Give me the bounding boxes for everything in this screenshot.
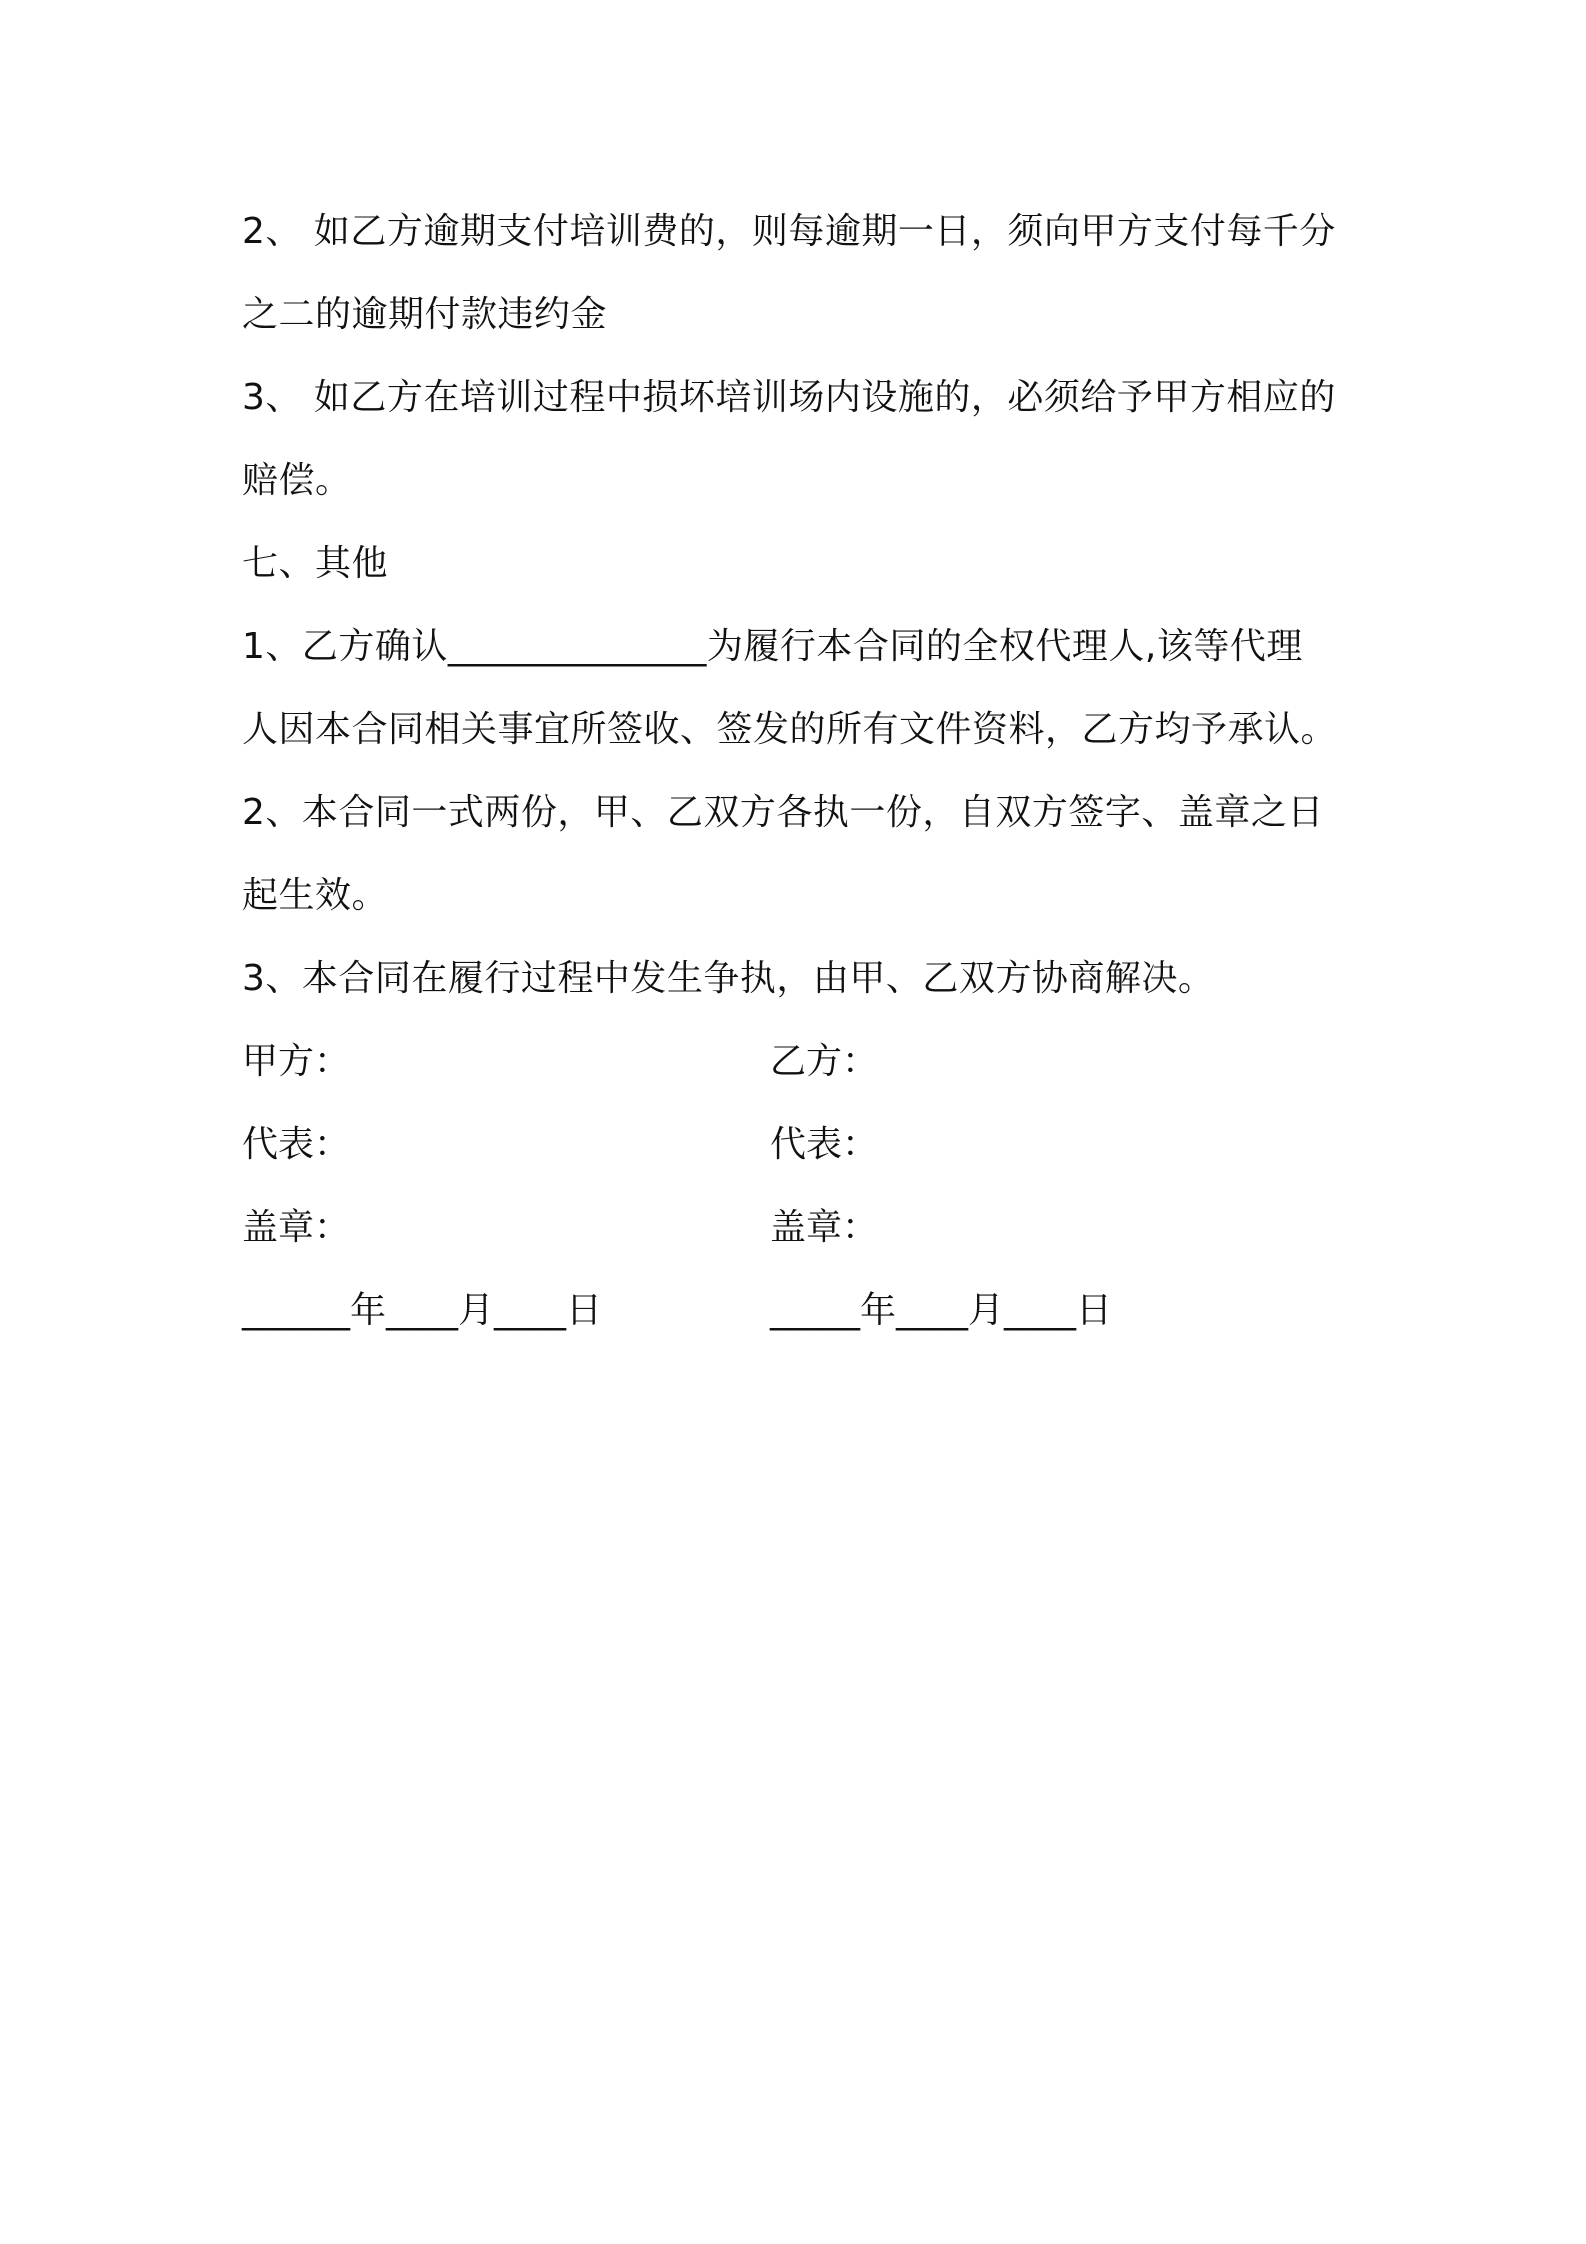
document-body <box>242 190 1362 1352</box>
other-clause-3: 3、本合同在履行过程中发生争执，由甲、乙双方协商解决。 <box>242 958 1215 999</box>
representative-a-label: 代表： <box>242 1124 351 1165</box>
signature-representative-row <box>242 1103 1362 1186</box>
clause-3-line-1: 3、 如乙方在培训过程中损坏培训场内设施的，必须给予甲方相应的 <box>242 377 1336 418</box>
other-clause-1-line-2: 人因本合同相关事宜所签收、签发的所有文件资料，乙方均予承认。 <box>242 709 1338 750</box>
clause-2-line-1: 2、 如乙方逾期支付培训费的，则每逾期一日，须向甲方支付每千分 <box>242 211 1336 252</box>
other-clause-1-line-1: 1、乙方确认______________为履行本合同的全权代理人,该等代理 <box>242 626 1303 667</box>
signature-party-row <box>242 1020 1362 1103</box>
other-clause-2-line-2: 起生效。 <box>242 875 389 916</box>
representative-b-label: 代表： <box>770 1124 879 1165</box>
other-clause-2-line-1: 2、本合同一式两份，甲、乙双方各执一份，自双方签字、盖章之日 <box>242 792 1324 833</box>
clause-2-line-2: 之二的逾期付款违约金 <box>242 294 608 335</box>
party-b-label: 乙方： <box>770 1041 879 1082</box>
date-a-field: ______年____月____日 <box>242 1290 602 1331</box>
signature-date-row <box>242 1269 1362 1352</box>
section-heading-other: 七、其他 <box>242 543 389 584</box>
party-a-label: 甲方： <box>242 1041 351 1082</box>
seal-b-label: 盖章： <box>770 1207 879 1248</box>
date-b-field: _____年____月____日 <box>770 1290 1112 1331</box>
signature-seal-row <box>242 1186 1362 1269</box>
seal-a-label: 盖章： <box>242 1207 351 1248</box>
clause-3-line-2: 赔偿。 <box>242 460 352 501</box>
